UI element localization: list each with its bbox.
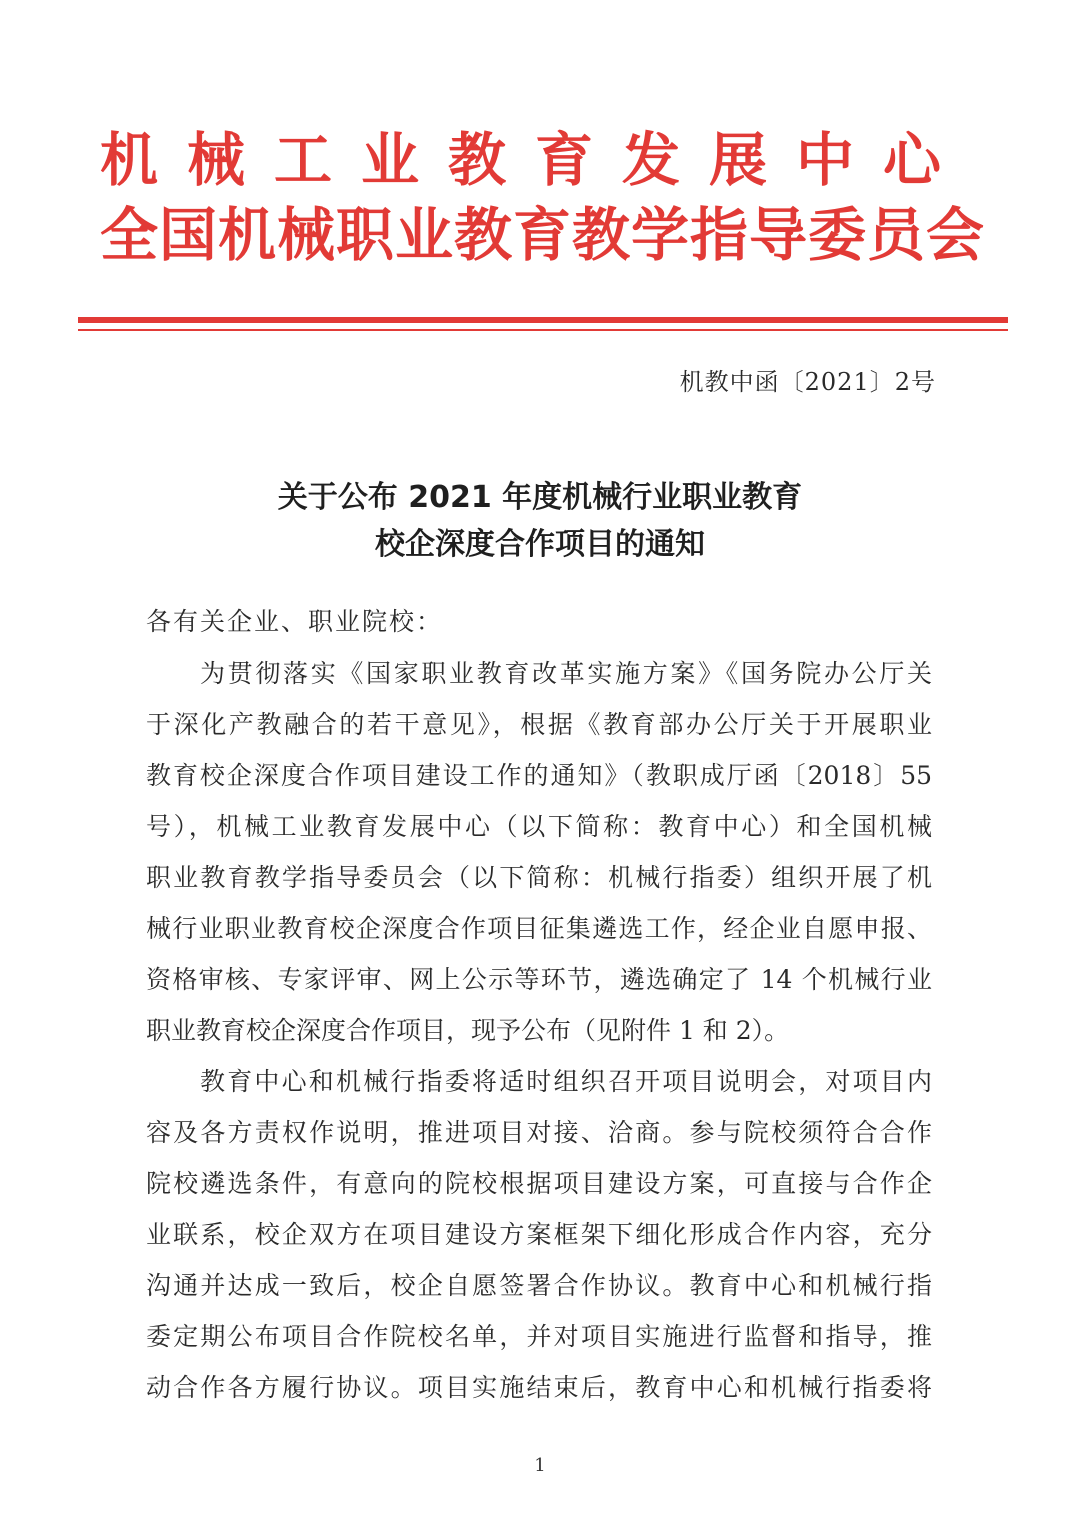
letterhead-line-2: 全国机械职业教育教学指导委员会 <box>100 201 986 269</box>
body-line: 动合作各方履行协议。项目实施结束后，教育中心和机械行指委将 <box>146 1373 932 1402</box>
body-line: 资格审核、专家评审、网上公示等环节，遴选确定了 14 个机械行业 <box>146 965 932 994</box>
letterhead-rule-thin <box>78 329 1008 331</box>
body-line: 为贯彻落实《国家职业教育改革实施方案》《国务院办公厅关 <box>200 659 932 688</box>
letterhead-rule-thick <box>78 317 1008 323</box>
body-line: 委定期公布项目合作院校名单，并对项目实施进行监督和指导，推 <box>146 1322 932 1351</box>
title-line-2: 校企深度合作项目的通知 <box>375 527 705 562</box>
body-line: 沟通并达成一致后，校企自愿签署合作协议。教育中心和机械行指 <box>146 1271 932 1300</box>
body-line: 械行业职业教育校企深度合作项目征集遴选工作，经企业自愿申报、 <box>146 914 932 943</box>
letterhead-line-1: 机械工业教育发展中心 <box>100 126 971 194</box>
body-line: 容及各方责权作说明，推进项目对接、洽商。参与院校须符合合作 <box>146 1118 932 1147</box>
body-line: 职业教育教学指导委员会（以下简称：机械行指委）组织开展了机 <box>146 863 932 892</box>
body-line: 于深化产教融合的若干意见》，根据《教育部办公厅关于开展职业 <box>146 710 932 739</box>
body-line: 业联系，校企双方在项目建设方案框架下细化形成合作内容，充分 <box>146 1220 932 1249</box>
body-line: 院校遴选条件，有意向的院校根据项目建设方案，可直接与合作企 <box>146 1169 932 1198</box>
body-line: 教育中心和机械行指委将适时组织召开项目说明会，对项目内 <box>200 1067 932 1096</box>
salutation: 各有关企业、职业院校： <box>146 607 444 636</box>
body-line: 职业教育校企深度合作项目，现予公布（见附件 1 和 2）。 <box>146 1016 790 1045</box>
title-line-1: 关于公布 2021 年度机械行业职业教育 <box>277 480 803 515</box>
document-number: 机教中函〔2021〕2号 <box>679 368 936 396</box>
body-line: 教育校企深度合作项目建设工作的通知》（教职成厅函〔2018〕55 <box>146 761 932 790</box>
page-number: 1 <box>534 1455 546 1476</box>
body-line: 号），机械工业教育发展中心（以下简称：教育中心）和全国机械 <box>146 812 932 841</box>
